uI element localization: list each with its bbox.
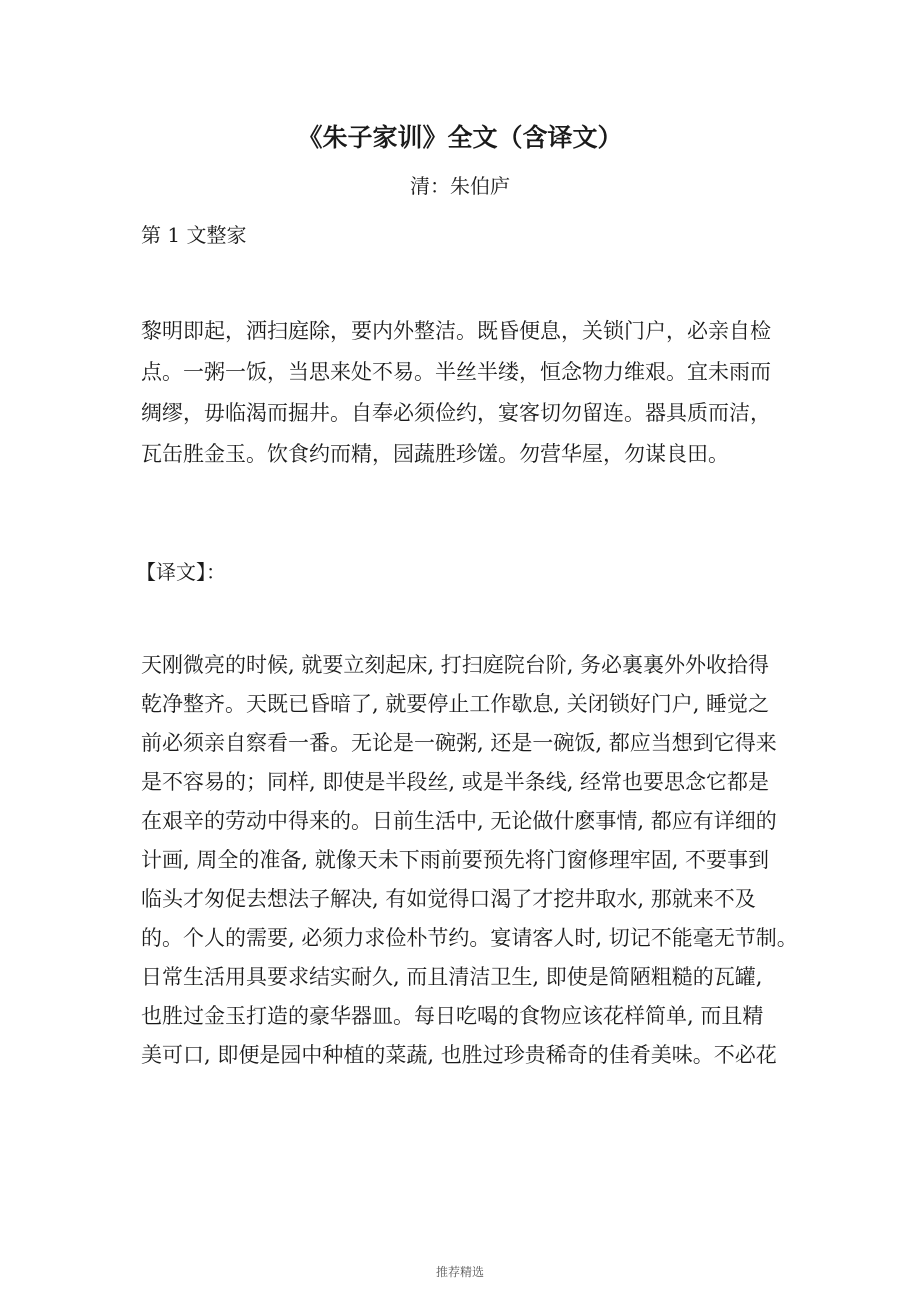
page-footer: 推荐精选 bbox=[435, 1265, 484, 1279]
document-title: 《朱子家训》全文（含译文） bbox=[297, 123, 623, 152]
original-text-line: 瓦缶胜金玉。饮食约而精，园蔬胜珍馐。勿营华屋，勿谋良田。 bbox=[141, 442, 729, 466]
translation-paragraph bbox=[141, 646, 798, 1075]
translation-line: 乾净整齐。天既已昏暗了, 就要停止工作歇息, 关闭锁好门户, 睡觉之 bbox=[141, 692, 770, 716]
original-text-paragraph bbox=[141, 311, 791, 475]
translation-line: 日常生活用具要求结实耐久, 而且清洁卫生, 即使是简陋粗糙的瓦罐, bbox=[141, 965, 763, 989]
translation-line: 临头才匆促去想法子解决, 有如觉得口渴了才挖井取水, 那就来不及 bbox=[141, 887, 756, 911]
translation-line: 在艰辛的劳动中得来的。日前生活中, 无论做什麽事情, 都应有详细的 bbox=[141, 809, 777, 833]
translation-line: 也胜过金玉打造的豪华器皿。每日吃喝的食物应该花样简单, 而且精 bbox=[141, 1004, 764, 1028]
translation-line: 计画, 周全的准备, 就像天未下雨前要预先将门窗修理牢固, 不要事到 bbox=[141, 848, 770, 872]
translation-line: 天刚微亮的时候, 就要立刻起床, 打扫庭院台阶, 务必裏裏外外收拾得 bbox=[141, 653, 770, 677]
original-text-line: 绸缪，毋临渴而掘井。自奉必须俭约，宴客切勿留连。器具质而洁， bbox=[141, 401, 771, 425]
translation-line: 的。个人的需要, 必须力求俭朴节约。宴请客人时, 切记不能毫无节制。 bbox=[141, 926, 798, 950]
translation-label: 【译文】： bbox=[136, 560, 226, 584]
translation-line: 是不容易的；同样, 即使是半段丝, 或是半条线, 经常也要思念它都是 bbox=[141, 770, 770, 794]
original-text-line: 黎明即起，洒扫庭除，要内外整洁。既昏便息，关锁门户，必亲自检 bbox=[141, 319, 771, 343]
original-text-line: 点。一粥一饭，当思来处不易。半丝半缕，恒念物力维艰。宜未雨而 bbox=[141, 360, 771, 384]
section-heading: 第 1 文整家 bbox=[141, 223, 247, 247]
document-author: 清：朱伯庐 bbox=[410, 174, 510, 198]
translation-line: 美可口, 即便是园中种植的菜蔬, 也胜过珍贵稀奇的佳肴美味。不必花 bbox=[141, 1043, 777, 1067]
translation-line: 前必须亲自察看一番。无论是一碗粥, 还是一碗饭, 都应当想到它得来 bbox=[141, 731, 777, 755]
